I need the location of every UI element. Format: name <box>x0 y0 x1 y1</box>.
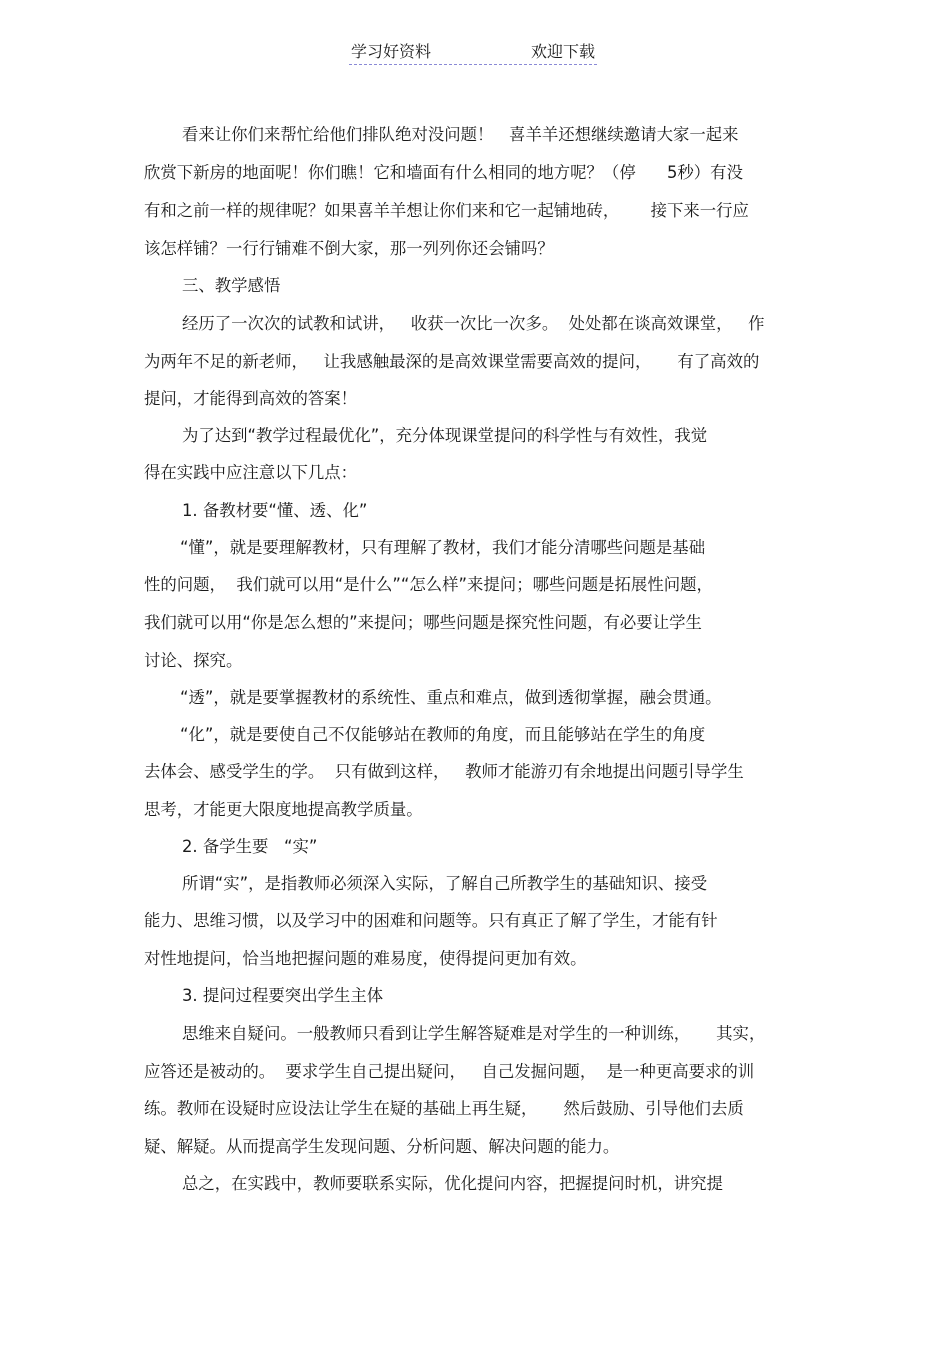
text-line: 对性地提问，恰当地把握问题的难易度，使得提问更加有效。 <box>144 949 587 968</box>
page-header <box>349 40 597 65</box>
section-heading: 三、教学感悟 <box>182 276 281 295</box>
text-line: 该怎样铺？一行行铺难不倒大家，那一列列你还会铺吗？ <box>144 239 554 258</box>
text-line: 经历了一次次的试教和试讲， 收获一次比一次多。 处处都在谈高效课堂， 作 <box>182 314 765 333</box>
text-line: 讨论、探究。 <box>144 651 243 670</box>
text-line: 有和之前一样的规律呢？如果喜羊羊想让你们来和它一起铺地砖， 接下来一行应 <box>144 201 749 220</box>
text-line: 为两年不足的新老师， 让我感触最深的是高效课堂需要高效的提问， 有了高效的 <box>144 352 760 371</box>
header-left-text: 学习好资料 <box>351 42 432 61</box>
text-line: “化”，就是要使自己不仅能够站在教师的角度，而且能够站在学生的角度 <box>180 725 706 744</box>
text-line: 看来让你们来帮忙给他们排队绝对没问题！ 喜羊羊还想继续邀请大家一起来 <box>182 125 739 144</box>
text-line: 总之，在实践中，教师要联系实际，优化提问内容，把握提问时机，讲究提 <box>182 1174 723 1193</box>
text-line: 思维来自疑问。一般教师只看到让学生解答疑难是对学生的一种训练， 其实， <box>182 1024 766 1043</box>
text-line: 我们就可以用“你是怎么想的”来提问；哪些问题是探究性问题，有必要让学生 <box>144 613 702 632</box>
text-line: “透”，就是要掌握教材的系统性、重点和难点，做到透彻掌握，融会贯通。 <box>180 688 722 707</box>
subsection-heading: 2. 备学生要 “实” <box>182 837 318 856</box>
text-line: 疑、解疑。从而提高学生发现问题、分析问题、解决问题的能力。 <box>144 1137 620 1156</box>
text-line: 能力、思维习惯，以及学习中的困难和问题等。只有真正了解了学生，才能有针 <box>144 911 718 930</box>
text-line: 应答还是被动的。 要求学生自己提出疑问， 自己发掘问题， 是一种更高要求的训 <box>144 1062 755 1081</box>
text-line: 练。教师在设疑时应设法让学生在疑的基础上再生疑， 然后鼓励、引导他们去质 <box>144 1099 744 1118</box>
subsection-heading: 1. 备教材要“懂、透、化” <box>182 501 368 520</box>
subsection-heading: 3. 提问过程要突出学生主体 <box>182 986 384 1005</box>
text-line: 思考，才能更大限度地提高教学质量。 <box>144 800 423 819</box>
text-line: 提问，才能得到高效的答案！ <box>144 389 358 408</box>
text-line: 去体会、感受学生的学。 只有做到这样， 教师才能游刃有余地提出问题引导学生 <box>144 762 744 781</box>
text-line: 性的问题， 我们就可以用“是什么”“怎么样”来提问；哪些问题是拓展性问题， <box>144 575 713 594</box>
text-line: 欣赏下新房的地面呢！你们瞧！它和墙面有什么相同的地方呢？（停 5秒）有没 <box>144 163 743 182</box>
text-line: “懂”，就是要理解教材，只有理解了教材，我们才能分清哪些问题是基础 <box>180 538 706 557</box>
header-right-text: 欢迎下载 <box>530 42 595 61</box>
text-line: 所谓“实”，是指教师必须深入实际，了解自己所教学生的基础知识、接受 <box>182 874 708 893</box>
text-line: 为了达到“教学过程最优化”，充分体现课堂提问的科学性与有效性，我觉 <box>182 426 708 445</box>
text-line: 得在实践中应注意以下几点： <box>144 463 358 482</box>
